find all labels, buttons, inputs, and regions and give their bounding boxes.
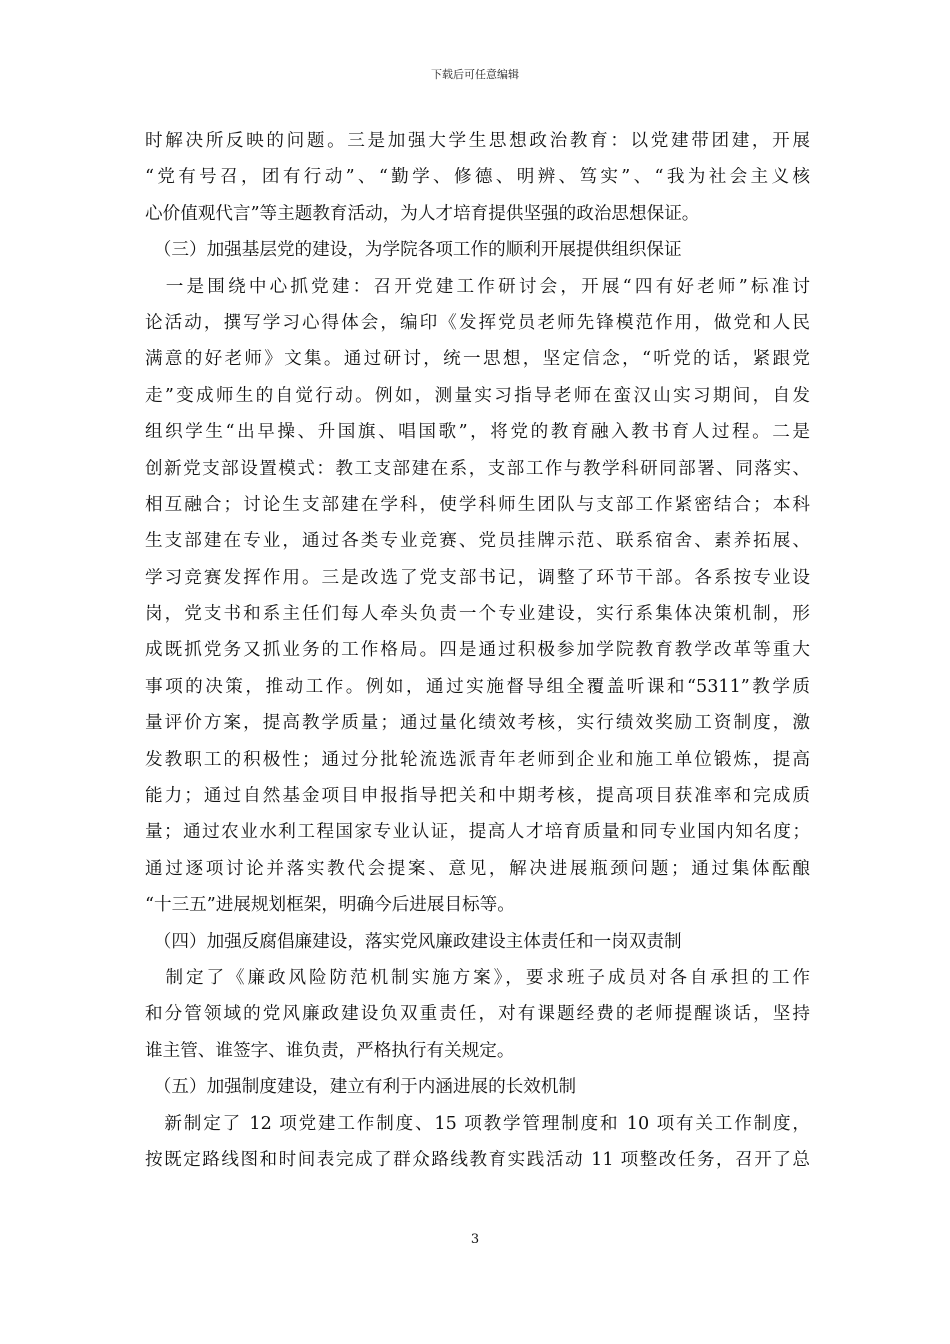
- text-line: 生支部建在专业，通过各类专业竞赛、党员挂牌示范、联系宿舍、素养拓展、: [145, 531, 810, 552]
- text-line: 论活动，撰写学习心得体会，编印《发挥党员老师先锋模范作用，做党和人民: [145, 312, 810, 333]
- section-heading: （四）加强反腐倡廉建设，落实党风廉政建设主体责任和一岗双责制: [145, 931, 682, 952]
- text-line: 一是围绕中心抓党建：召开党建工作研讨会，开展“四有好老师”标准讨: [145, 276, 810, 297]
- text-line: 通过逐项讨论并落实教代会提案、意见，解决进展瓶颈问题；通过集体酝酿: [145, 858, 810, 879]
- text-line: 量；通过农业水利工程国家专业认证，提高人才培育质量和同专业国内知名度；: [145, 822, 810, 843]
- text-line: 组织学生“出早操、升国旗、唱国歌”，将党的教育融入教书育人过程。二是: [145, 422, 810, 443]
- text-line: 走”变成师生的自觉行动。例如，测量实习指导老师在蛮汉山实习期间，自发: [145, 385, 810, 406]
- text-line: 和分管领域的党风廉政建设负双重责任，对有课题经费的老师提醒谈话，坚持: [145, 1004, 810, 1025]
- text-line: 按既定路线图和时间表完成了群众路线教育实践活动 11 项整改任务，召开了总: [145, 1149, 810, 1170]
- text-line: 谁主管、谁签字、谁负责，严格执行有关规定。: [145, 1040, 515, 1061]
- text-line: 岗，党支书和系主任们每人牵头负责一个专业建设，实行系集体决策机制，形: [145, 604, 810, 625]
- text-line: “党有号召，团有行动”、“勤学、修德、明辨、笃实”、“我为社会主义核: [145, 167, 810, 188]
- document-body: [145, 123, 810, 1178]
- text-line: 心价值观代言”等主题教育活动，为人才培育提供坚强的政治思想保证。: [145, 203, 700, 224]
- text-line: 量评价方案，提高教学质量；通过量化绩效考核，实行绩效奖励工资制度，激: [145, 713, 810, 734]
- text-line: “十三五”进展规划框架，明确今后进展目标等。: [145, 895, 515, 916]
- text-line: 相互融合；讨论生支部建在学科，使学科师生团队与支部工作紧密结合；本科: [145, 494, 810, 515]
- text-line: 时解决所反映的问题。三是加强大学生思想政治教育：以党建带团建，开展: [145, 131, 810, 151]
- text-line: 创新党支部设置模式：教工支部建在系，支部工作与教学科研同部署、同落实、: [145, 458, 810, 479]
- section-heading: （三）加强基层党的建设，为学院各项工作的顺利开展提供组织保证: [145, 240, 682, 261]
- text-line: 制定了《廉政风险防范机制实施方案》，要求班子成员对各自承担的工作: [145, 967, 810, 988]
- text-line: 新制定了 12 项党建工作制度、15 项教学管理制度和 10 项有关工作制度，: [145, 1113, 810, 1134]
- text-line: 事项的决策，推动工作。例如，通过实施督导组全覆盖听课和“5311”教学质: [145, 676, 810, 697]
- section-heading: （五）加强制度建设，建立有利于内涵进展的长效机制: [145, 1077, 577, 1098]
- text-line: 能力；通过自然基金项目申报指导把关和中期考核，提高项目获准率和完成质: [145, 786, 810, 807]
- text-line: 发教职工的积极性；通过分批轮流选派青年老师到企业和施工单位锻炼，提高: [145, 749, 810, 770]
- text-line: 满意的好老师》文集。通过研讨，统一思想，坚定信念，“听党的话，紧跟党: [145, 349, 810, 370]
- page-number: 3: [470, 1232, 480, 1247]
- text-line: 成既抓党务又抓业务的工作格局。四是通过积极参加学院教育教学改革等重大: [145, 640, 810, 661]
- page-header: 下载后可任意编辑: [431, 68, 519, 81]
- text-line: 学习竞赛发挥作用。三是改选了党支部书记，调整了环节干部。各系按专业设: [145, 567, 810, 588]
